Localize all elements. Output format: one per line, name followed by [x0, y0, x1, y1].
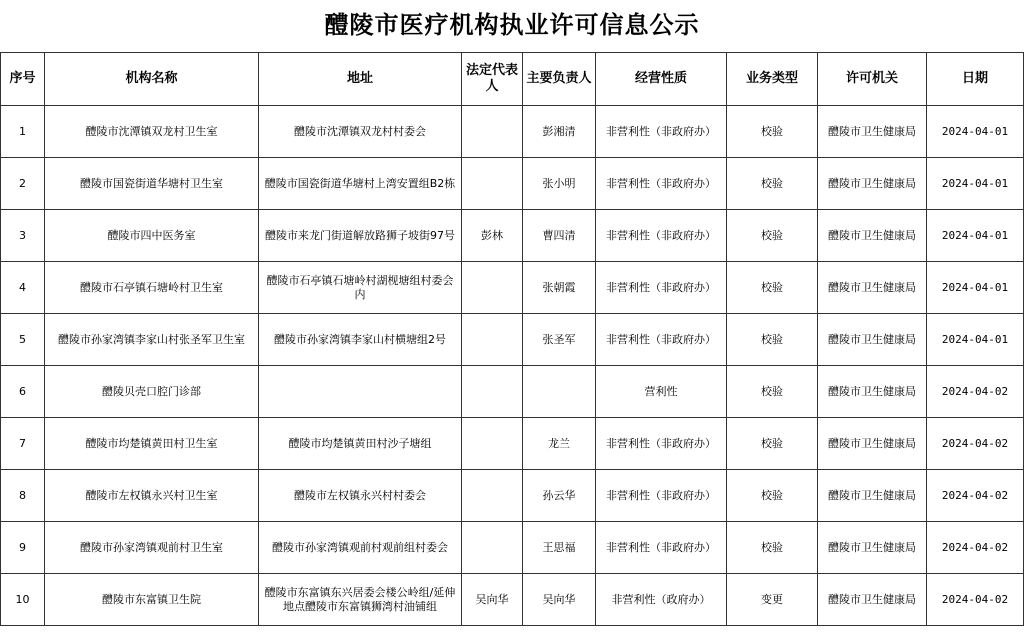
operating-nature-cell: 非营利性（非政府办） [596, 158, 727, 210]
licensing-authority-cell: 醴陵市卫生健康局 [818, 366, 927, 418]
licensing-authority-cell: 醴陵市卫生健康局 [818, 574, 927, 626]
header-address: 地址 [259, 53, 462, 106]
date-cell: 2024-04-02 [927, 418, 1024, 470]
institution-name-cell: 醴陵市东富镇卫生院 [45, 574, 259, 626]
business-type-cell: 校验 [727, 522, 818, 574]
principal-cell: 王思福 [523, 522, 596, 574]
business-type-cell: 校验 [727, 366, 818, 418]
address-cell: 醴陵市国瓷街道华塘村上湾安置组B2栋 [259, 158, 462, 210]
institution-name-cell: 醴陵市孙家湾镇李家山村张圣军卫生室 [45, 314, 259, 366]
principal-cell: 张圣军 [523, 314, 596, 366]
operating-nature-cell: 非营利性（非政府办） [596, 314, 727, 366]
table-row [1, 418, 1024, 470]
date-cell: 2024-04-02 [927, 522, 1024, 574]
business-type-cell: 变更 [727, 574, 818, 626]
header-row [1, 53, 1024, 106]
institution-name-cell: 醴陵市孙家湾镇观前村卫生室 [45, 522, 259, 574]
business-type-cell: 校验 [727, 470, 818, 522]
date-cell: 2024-04-01 [927, 106, 1024, 158]
address-cell: 醴陵市来龙门街道解放路狮子坡街97号 [259, 210, 462, 262]
operating-nature-cell: 非营利性（政府办） [596, 574, 727, 626]
address-cell: 醴陵市孙家湾镇李家山村横塘组2号 [259, 314, 462, 366]
date-cell: 2024-04-01 [927, 262, 1024, 314]
legal-representative-cell [462, 106, 523, 158]
licensing-authority-cell: 醴陵市卫生健康局 [818, 418, 927, 470]
page-title: 醴陵市医疗机构执业许可信息公示 [324, 10, 700, 39]
legal-representative-cell [462, 418, 523, 470]
address-cell: 醴陵市左权镇永兴村村委会 [259, 470, 462, 522]
date-cell: 2024-04-01 [927, 158, 1024, 210]
licensing-authority-cell: 醴陵市卫生健康局 [818, 314, 927, 366]
operating-nature-cell: 非营利性（非政府办） [596, 418, 727, 470]
operating-nature-cell: 非营利性（非政府办） [596, 522, 727, 574]
header-authority: 许可机关 [818, 53, 927, 106]
date-cell: 2024-04-01 [927, 314, 1024, 366]
header-date: 日期 [927, 53, 1024, 106]
institution-name-cell: 醴陵市四中医务室 [45, 210, 259, 262]
table-row [1, 470, 1024, 522]
header-index: 序号 [1, 53, 45, 106]
business-type-cell: 校验 [727, 158, 818, 210]
date-cell: 2024-04-02 [927, 470, 1024, 522]
row-index-cell: 2 [1, 158, 45, 210]
date-cell: 2024-04-02 [927, 366, 1024, 418]
principal-cell: 彭湘清 [523, 106, 596, 158]
operating-nature-cell: 非营利性（非政府办） [596, 262, 727, 314]
header-business: 业务类型 [727, 53, 818, 106]
licensing-authority-cell: 醴陵市卫生健康局 [818, 210, 927, 262]
principal-cell: 龙兰 [523, 418, 596, 470]
header-legal-rep: 法定代表人 [462, 53, 523, 106]
institution-name-cell: 醴陵市沈潭镇双龙村卫生室 [45, 106, 259, 158]
principal-cell: 曹四清 [523, 210, 596, 262]
business-type-cell: 校验 [727, 262, 818, 314]
principal-cell: 孙云华 [523, 470, 596, 522]
row-index-cell: 5 [1, 314, 45, 366]
table-row [1, 314, 1024, 366]
table-row [1, 106, 1024, 158]
licensing-authority-cell: 醴陵市卫生健康局 [818, 158, 927, 210]
institution-name-cell: 醴陵市国瓷街道华塘村卫生室 [45, 158, 259, 210]
address-cell: 醴陵市石亭镇石塘岭村湖枧塘组村委会内 [259, 262, 462, 314]
principal-cell: 张朝霞 [523, 262, 596, 314]
address-cell: 醴陵市均楚镇黄田村沙子塘组 [259, 418, 462, 470]
address-cell: 醴陵市东富镇东兴居委会楼公岭组/延伸地点醴陵市东富镇狮湾村油铺组 [259, 574, 462, 626]
row-index-cell: 1 [1, 106, 45, 158]
business-type-cell: 校验 [727, 314, 818, 366]
licensing-authority-cell: 醴陵市卫生健康局 [818, 106, 927, 158]
principal-cell [523, 366, 596, 418]
operating-nature-cell: 非营利性（非政府办） [596, 210, 727, 262]
legal-representative-cell [462, 314, 523, 366]
row-index-cell: 7 [1, 418, 45, 470]
legal-representative-cell [462, 262, 523, 314]
operating-nature-cell: 非营利性（非政府办） [596, 470, 727, 522]
legal-representative-cell [462, 522, 523, 574]
row-index-cell: 10 [1, 574, 45, 626]
row-index-cell: 8 [1, 470, 45, 522]
institution-name-cell: 醴陵市均楚镇黄田村卫生室 [45, 418, 259, 470]
legal-representative-cell: 彭林 [462, 210, 523, 262]
row-index-cell: 4 [1, 262, 45, 314]
business-type-cell: 校验 [727, 106, 818, 158]
header-principal: 主要负责人 [523, 53, 596, 106]
row-index-cell: 6 [1, 366, 45, 418]
institution-name-cell: 醴陵市左权镇永兴村卫生室 [45, 470, 259, 522]
row-index-cell: 3 [1, 210, 45, 262]
principal-cell: 吴向华 [523, 574, 596, 626]
operating-nature-cell: 非营利性（非政府办） [596, 106, 727, 158]
business-type-cell: 校验 [727, 418, 818, 470]
principal-cell: 张小明 [523, 158, 596, 210]
business-type-cell: 校验 [727, 210, 818, 262]
table-row [1, 366, 1024, 418]
legal-representative-cell: 吴向华 [462, 574, 523, 626]
institution-name-cell: 醴陵贝壳口腔门诊部 [45, 366, 259, 418]
address-cell: 醴陵市孙家湾镇观前村观前组村委会 [259, 522, 462, 574]
operating-nature-cell: 营利性 [596, 366, 727, 418]
row-index-cell: 9 [1, 522, 45, 574]
licensing-authority-cell: 醴陵市卫生健康局 [818, 470, 927, 522]
table-row [1, 158, 1024, 210]
institution-name-cell: 醴陵市石亭镇石塘岭村卫生室 [45, 262, 259, 314]
licensing-authority-cell: 醴陵市卫生健康局 [818, 262, 927, 314]
header-nature: 经营性质 [596, 53, 727, 106]
legal-representative-cell [462, 366, 523, 418]
date-cell: 2024-04-01 [927, 210, 1024, 262]
table-row [1, 210, 1024, 262]
license-table [0, 52, 1024, 626]
licensing-authority-cell: 醴陵市卫生健康局 [818, 522, 927, 574]
date-cell: 2024-04-02 [927, 574, 1024, 626]
address-cell: 醴陵市沈潭镇双龙村村委会 [259, 106, 462, 158]
legal-representative-cell [462, 158, 523, 210]
legal-representative-cell [462, 470, 523, 522]
address-cell [259, 366, 462, 418]
table-row [1, 522, 1024, 574]
header-name: 机构名称 [45, 53, 259, 106]
table-row [1, 262, 1024, 314]
table-row [1, 574, 1024, 626]
